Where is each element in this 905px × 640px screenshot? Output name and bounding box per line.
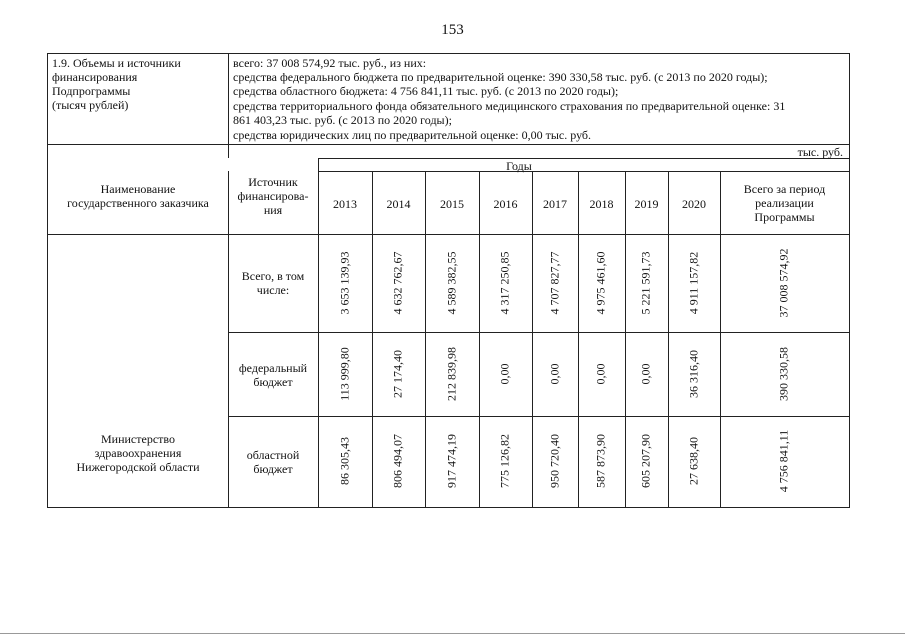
row-total-source-1: Всего, в том: [241, 269, 305, 283]
row-total-2017: 4 707 827,77: [547, 251, 562, 315]
funding-line-regional: средства областного бюджета: 4 756 841,11 тыс. руб. (с 2013 по 2020 годы);: [233, 84, 619, 98]
row-federal-2015: 212 839,98: [444, 347, 459, 401]
row-regional-sum: 4 756 841,11: [776, 429, 791, 493]
funding-line-total: всего: 37 008 574,92 тыс. руб., из них:: [233, 56, 427, 70]
header-customer-2: государственного заказчика: [67, 196, 209, 210]
col-divider: [425, 171, 426, 507]
header-source-1: Источник: [248, 175, 298, 189]
year-2013: 2013: [333, 197, 357, 211]
funding-line-tfoms-2: 861 403,23 тыс. руб. (с 2013 по 2020 годы);: [233, 113, 452, 127]
row-regional-2018: 587 873,90: [593, 434, 608, 488]
year-2018: 2018: [589, 197, 614, 211]
funding-label-3: Подпрограммы: [52, 84, 131, 98]
col-divider: [578, 171, 579, 507]
year-2015: 2015: [440, 197, 464, 211]
row-regional-2020: 27 638,40: [686, 437, 701, 485]
row-total-source-2: числе:: [256, 283, 290, 297]
year-2019: 2019: [634, 197, 659, 211]
col-divider: [668, 171, 669, 507]
customer-name-1: Министерство: [101, 432, 175, 446]
row-federal-2018: 0,00: [593, 363, 608, 385]
col-divider: [479, 171, 480, 507]
col-divider: [532, 171, 533, 507]
row-total-2015: 4 589 382,55: [444, 251, 459, 315]
row-total-2020: 4 911 157,82: [686, 251, 701, 315]
header-total-2: реализации: [755, 196, 814, 210]
col-divider: [372, 171, 373, 507]
row-total-sum: 37 008 574,92: [776, 248, 791, 318]
header-years: Годы: [506, 159, 532, 173]
row-regional-source-1: областной: [246, 448, 300, 462]
row-total-2014: 4 632 762,67: [390, 251, 405, 315]
customer-name-3: Нижегородской области: [76, 460, 200, 474]
row-regional-2016: 775 126,82: [497, 434, 512, 488]
section-divider: [48, 144, 849, 145]
header-customer-1: Наименование: [100, 182, 176, 196]
header-total-3: Программы: [754, 210, 815, 224]
row-regional-2015: 917 474,19: [444, 434, 459, 488]
funding-line-federal: средства федерального бюджета по предварительной оценке: 390 330,58 тыс. руб. (с 2013 по 2020 годы);: [233, 70, 768, 84]
funding-label-1: 1.9. Объемы и источники: [52, 56, 181, 70]
row-total-2016: 4 317 250,85: [497, 251, 512, 315]
row-federal-2016: 0,00: [497, 363, 512, 385]
year-2020: 2020: [682, 197, 706, 211]
row-regional-2017: 950 720,40: [547, 434, 562, 488]
row-federal-2020: 36 316,40: [686, 350, 701, 398]
page-bottom-rule: [0, 633, 905, 634]
row-regional-source-2: бюджет: [253, 462, 293, 476]
row-total-2013: 3 653 139,93: [337, 251, 352, 315]
row-federal-2013: 113 999,80: [337, 347, 352, 401]
label-divider: [228, 54, 229, 158]
row-total-2018: 4 975 461,60: [593, 251, 608, 315]
row-regional-2014: 806 494,07: [390, 434, 405, 488]
header-divider: [48, 234, 849, 235]
year-2016: 2016: [493, 197, 518, 211]
row-total-2019: 5 221 591,73: [638, 251, 653, 315]
year-2017: 2017: [543, 197, 567, 211]
row-federal-sum: 390 330,58: [776, 347, 791, 401]
col-divider: [625, 171, 626, 507]
unit-label: тыс. руб.: [797, 145, 843, 159]
funding-table: [47, 53, 850, 508]
header-source-2: финансирова-: [237, 189, 309, 203]
row-divider-2: [228, 416, 849, 417]
funding-line-tfoms-1: средства территориального фонда обязательного медицинского страхования по предварительной оценке: 31: [233, 99, 786, 113]
customer-name-2: здравоохранения: [94, 446, 182, 460]
header-source-3: ния: [263, 203, 283, 217]
row-regional-2013: 86 305,43: [337, 437, 352, 485]
header-total-1: Всего за период: [743, 182, 826, 196]
row-regional-2019: 605 207,90: [638, 434, 653, 488]
row-federal-2017: 0,00: [547, 363, 562, 385]
year-2014: 2014: [386, 197, 411, 211]
row-federal-source-2: бюджет: [253, 375, 293, 389]
funding-label-4: (тысяч рублей): [52, 98, 129, 112]
row-federal-2019: 0,00: [638, 363, 653, 385]
funding-label-2: финансирования: [52, 70, 138, 84]
funding-line-legal: средства юридических лиц по предварительной оценке: 0,00 тыс. руб.: [233, 128, 592, 142]
row-federal-source-1: федеральный: [238, 361, 308, 375]
page-number: 153: [441, 22, 464, 38]
row-federal-2014: 27 174,40: [390, 350, 405, 398]
row-divider-1: [228, 332, 849, 333]
